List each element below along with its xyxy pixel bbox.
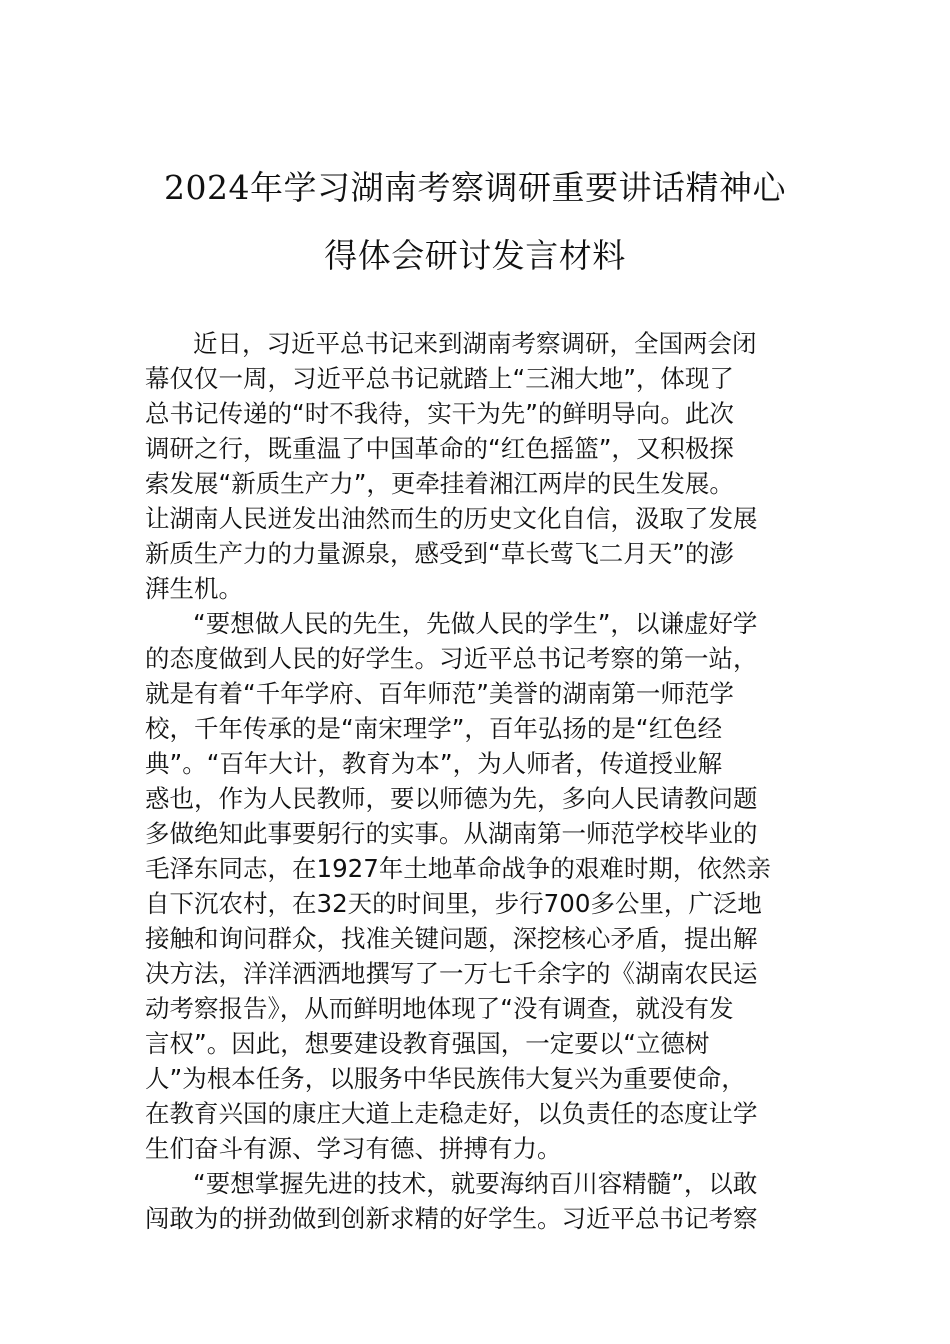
- paragraph-2-line-13: 言权”。因此，想要建设教育强国，一定要以“立德树: [145, 1029, 710, 1058]
- document-body: [145, 326, 809, 1236]
- paragraph-2-line-15: 在教育兴国的康庄大道上走稳走好，以负责任的态度让学: [145, 1099, 758, 1128]
- paragraph-2-line-8: 毛泽东同志，在1927年土地革命战争的艰难时期，依然亲: [145, 854, 771, 883]
- paragraph-2-line-3: 就是有着“千年学府、百年师范”美誉的湖南第一师范学: [145, 679, 734, 708]
- document-title-line-2: 得体会研讨发言材料: [324, 236, 626, 275]
- paragraph-2-line-11: 决方法，洋洋洒洒地撰写了一万七千余字的《湖南农民运: [145, 959, 758, 988]
- document-title-line-1: 2024年学习湖南考察调研重要讲话精神心: [164, 168, 786, 207]
- paragraph-2-line-9: 自下沉农村，在32天的时间里，步行700多公里，广泛地: [145, 889, 762, 918]
- paragraph-1-line-5: 索发展“新质生产力”，更牵挂着湘江两岸的民生发展。: [145, 469, 734, 498]
- paragraph-2-line-6: 惑也，作为人民教师，要以师德为先，多向人民请教问题: [145, 784, 758, 813]
- paragraph-2-line-12: 动考察报告》，从而鲜明地体现了“没有调查，就没有发: [145, 994, 734, 1023]
- paragraph-2-line-4: 校，千年传承的是“南宋理学”，百年弘扬的是“红色经: [145, 714, 723, 743]
- paragraph-3-line-2: 闯敢为的拼劲做到创新求精的好学生。习近平总书记考察: [145, 1204, 758, 1233]
- paragraph-1-line-8: 湃生机。: [145, 574, 243, 603]
- paragraph-2-line-1: “要想做人民的先生，先做人民的学生”，以谦虚好学: [193, 609, 758, 638]
- paragraph-1-line-7: 新质生产力的力量源泉，感受到“草长莺飞二月天”的澎: [145, 539, 734, 568]
- paragraph-1-line-1: 近日，习近平总书记来到湖南考察调研，全国两会闭: [193, 329, 757, 358]
- paragraph-3-line-1: “要想掌握先进的技术，就要海纳百川容精髓”，以敢: [193, 1169, 758, 1198]
- paragraph-1-line-4: 调研之行，既重温了中国革命的“红色摇篮”，又积极探: [145, 434, 734, 463]
- paragraph-2-line-2: 的态度做到人民的好学生。习近平总书记考察的第一站，: [145, 644, 758, 673]
- paragraph-2-line-10: 接触和询问群众，找准关键问题，深挖核心矛盾，提出解: [145, 924, 758, 953]
- paragraph-2-line-7: 多做绝知此事要躬行的实事。从湖南第一师范学校毕业的: [145, 819, 758, 848]
- paragraph-2-line-5: 典”。“百年大计，教育为本”，为人师者，传道授业解: [145, 749, 723, 778]
- paragraph-1-line-3: 总书记传递的“时不我待，实干为先”的鲜明导向。此次: [145, 399, 734, 428]
- paragraph-1-line-6: 让湖南人民迸发出油然而生的历史文化自信，汲取了发展: [145, 504, 758, 533]
- paragraph-1-line-2: 幕仅仅一周，习近平总书记就踏上“三湘大地”，体现了: [145, 364, 734, 393]
- paragraph-2-line-16: 生们奋斗有源、学习有德、拼搏有力。: [145, 1134, 562, 1163]
- paragraph-2-line-14: 人”为根本任务，以服务中华民族伟大复兴为重要使命，: [145, 1064, 746, 1093]
